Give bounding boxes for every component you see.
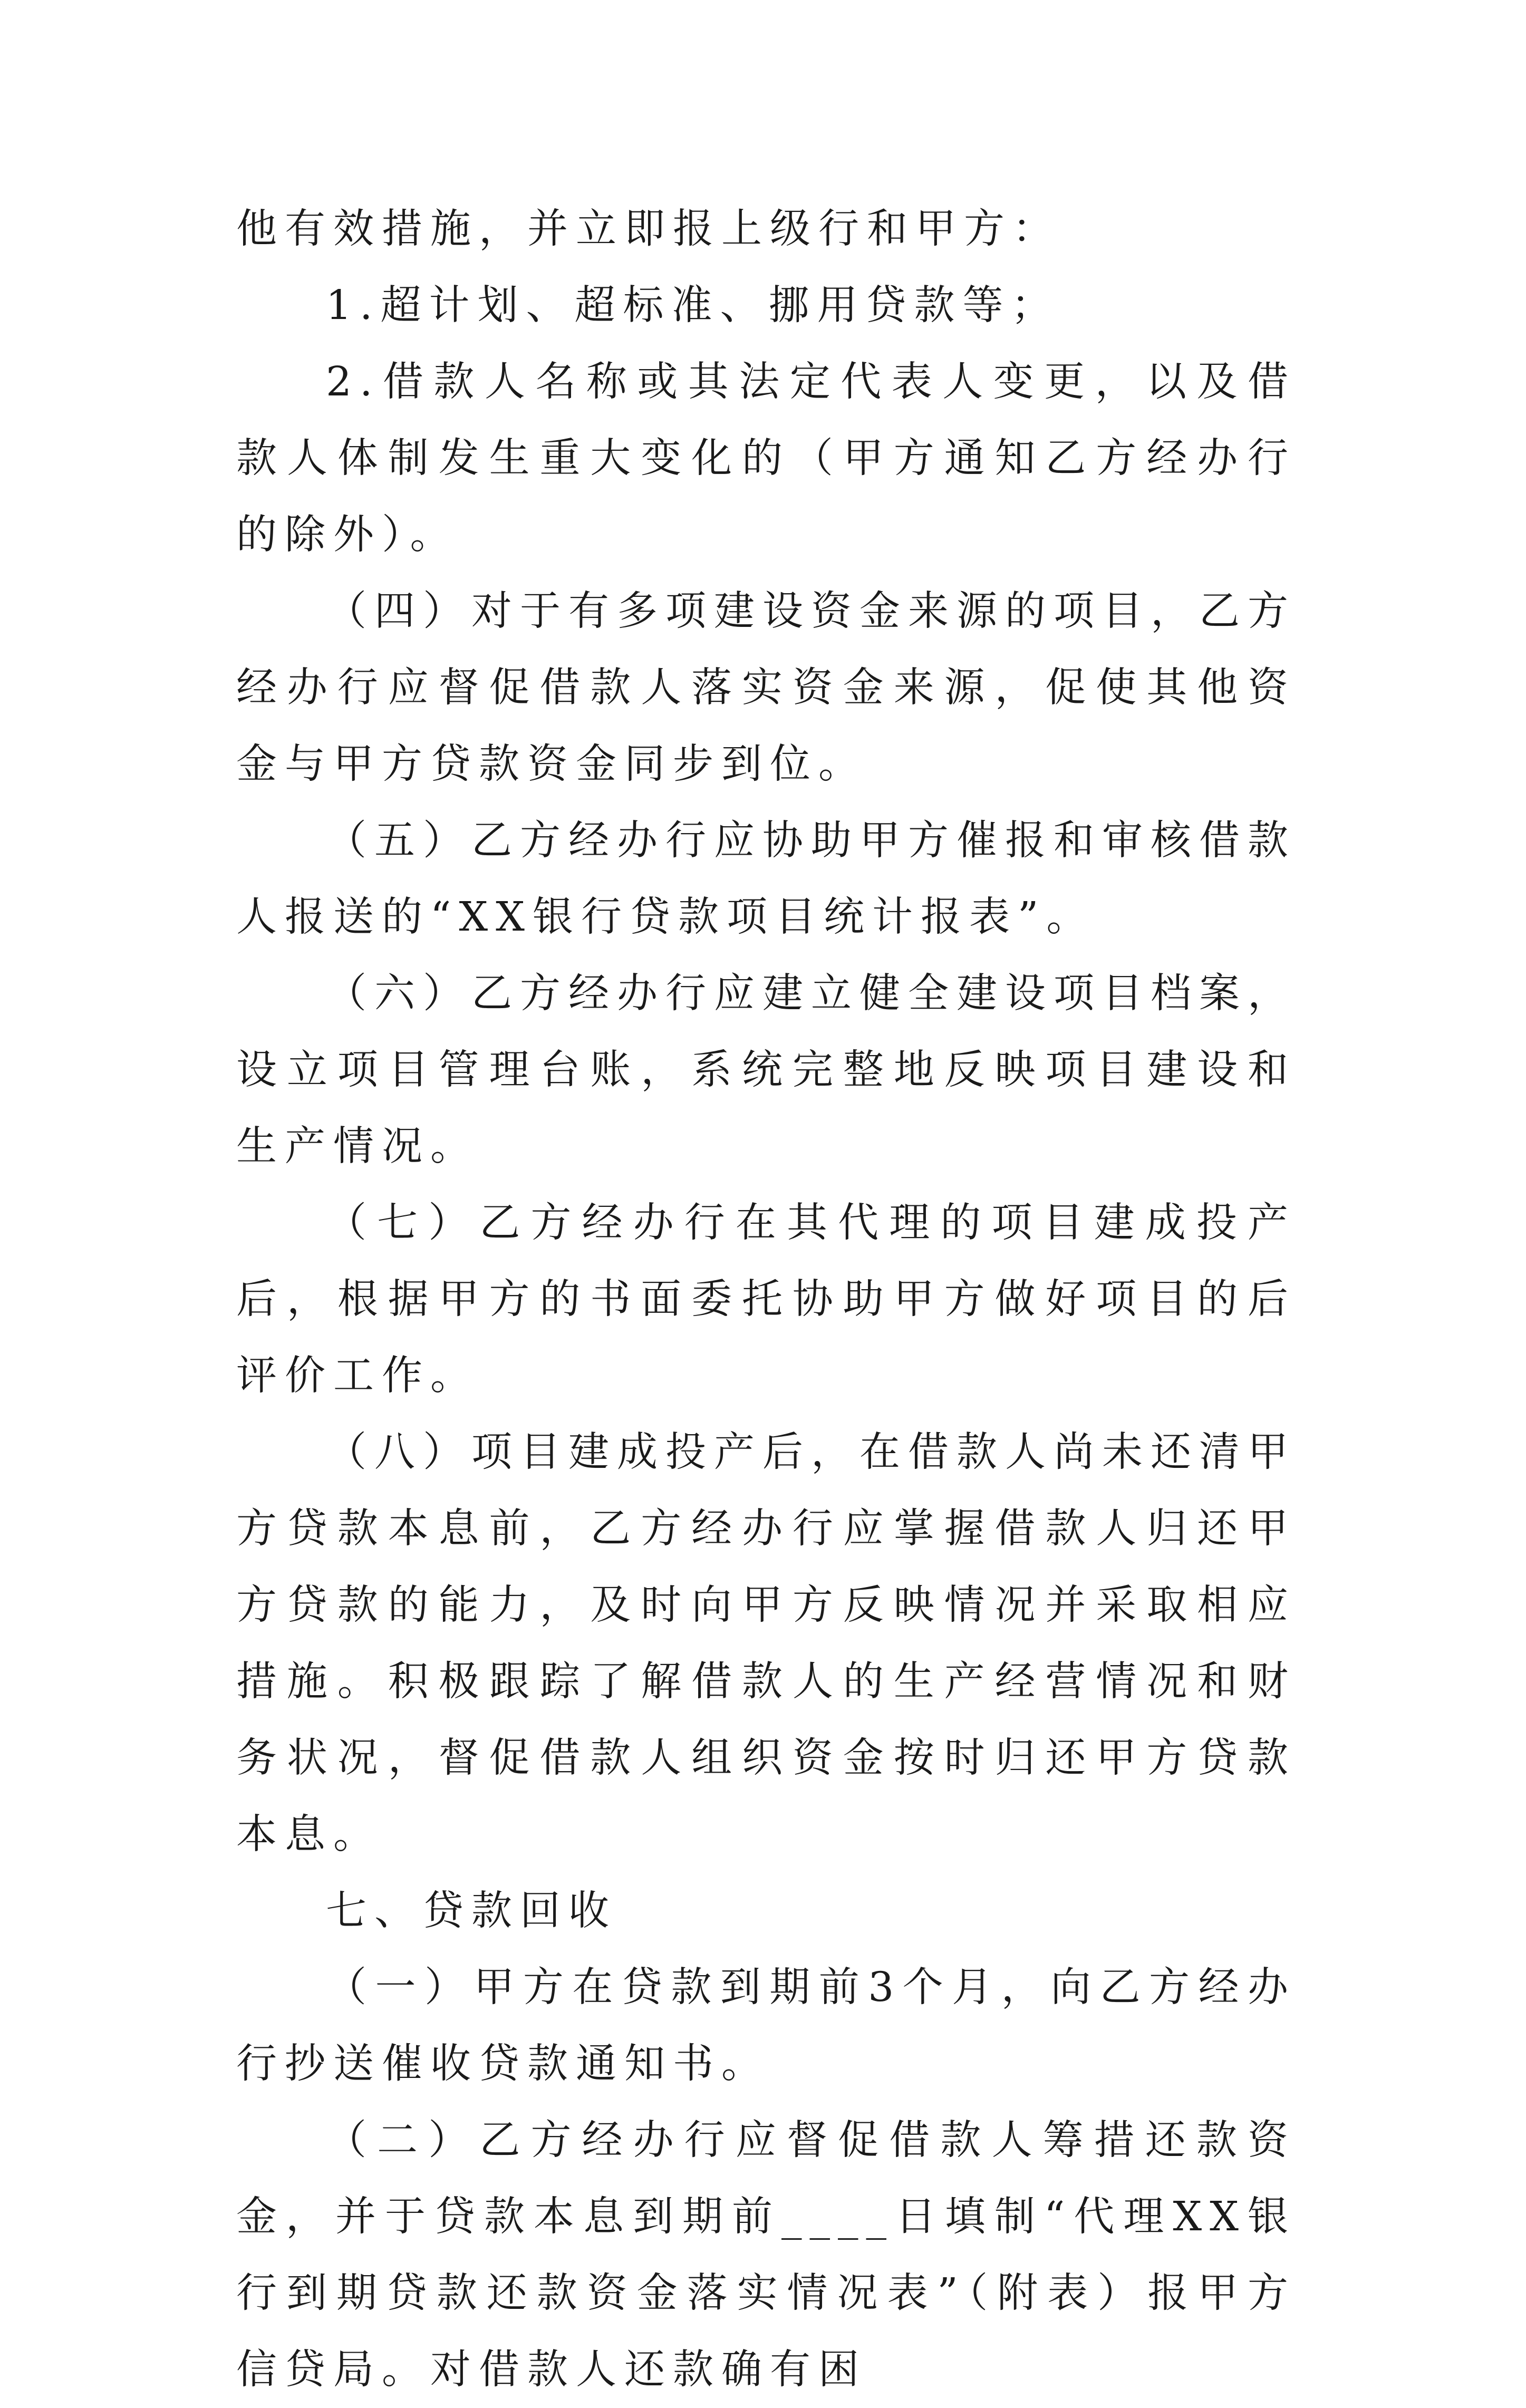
document-body <box>236 191 1296 2408</box>
list-item-2: 2.借款人名称或其法定代表人变更，以及借款人体制发生重大变化的（甲方通知乙方经办行的除外）。 <box>236 359 1296 558</box>
clause-5: （五）乙方经办行应协助甲方催报和审核借款人报送的“XX银行贷款项目统计报表”。 <box>236 817 1296 941</box>
recovery-clause-2: （二）乙方经办行应督促借款人筹措还款资金，并于贷款本息到期前____日填制“代理XX银行到期贷款还款资金落实情况表”（附表）报甲方信贷局。对借款人还款确有困 <box>236 2117 1296 2393</box>
clause-4: （四）对于有多项建设资金来源的项目，乙方经办行应督促借款人落实资金来源，促使其他资金与甲方贷款资金同步到位。 <box>236 588 1296 788</box>
clause-6: （六）乙方经办行应建立健全建设项目档案，设立项目管理台账，系统完整地反映项目建设和生产情况。 <box>236 970 1296 1170</box>
list-item-1: 1.超计划、超标准、挪用贷款等； <box>326 282 1060 329</box>
clause-7: （七）乙方经办行在其代理的项目建成投产后，根据甲方的书面委托协助甲方做好项目的后评价工作。 <box>236 1200 1296 1399</box>
recovery-clause-1: （一）甲方在贷款到期前3个月，向乙方经办行抄送催收贷款通知书。 <box>236 1964 1296 2087</box>
clause-8: （八）项目建成投产后，在借款人尚未还清甲方贷款本息前，乙方经办行应掌握借款人归还甲方贷款的能力，及时向甲方反映情况并采取相应措施。积极跟踪了解借款人的生产经营情况和财务状况，督促借款人组织资金按时归还甲方贷款本息。 <box>236 1429 1296 1858</box>
section-heading-loan-recovery: 七、贷款回收 <box>326 1888 617 1935</box>
paragraph-continuation: 他有效措施，并立即报上级行和甲方： <box>236 206 1061 253</box>
